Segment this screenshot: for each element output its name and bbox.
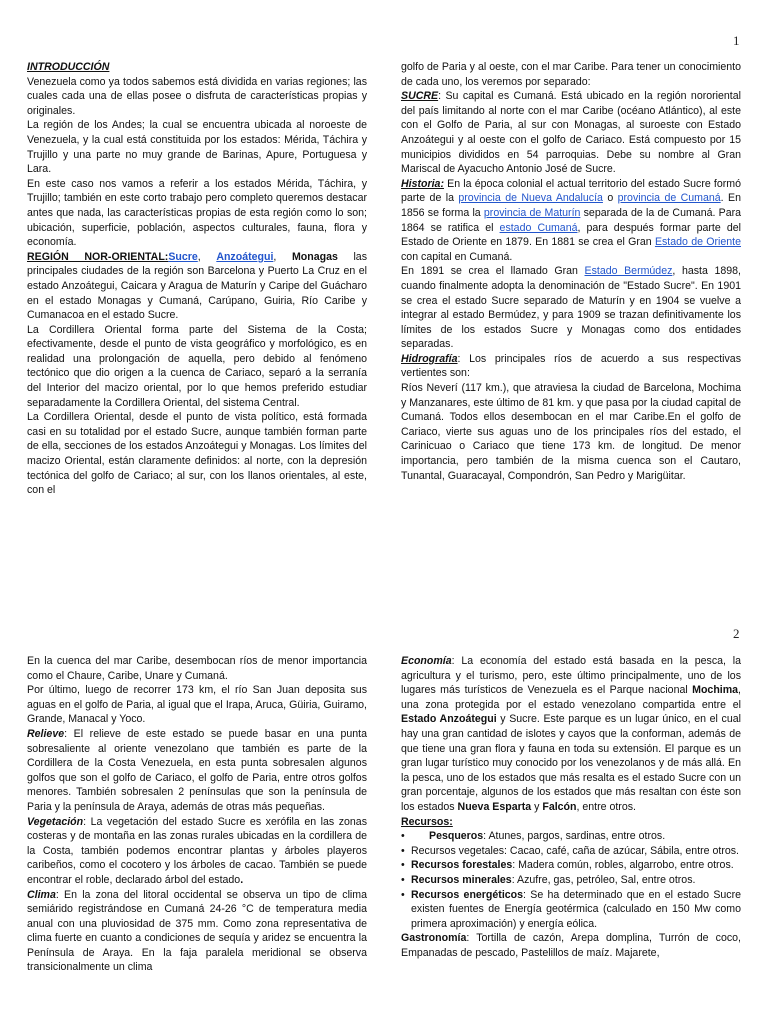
bullet-icon: •	[401, 873, 405, 886]
link-estado-cumana[interactable]: estado Cumaná	[499, 221, 578, 234]
region-paragraph: REGIÓN NOR-ORIENTAL:Sucre, Anzoátegui, Monagas las principales ciudades de la región son Barcelona y Puerto La Cruz en el estado Anzoátegui, Caicara y Aragua de Maturín y Caripe del Guácharo en el estado Monagas y Cumaná, Carúpano, Guiria, Río Caribe y Cumanacoa en el estado Sucre.	[27, 250, 367, 322]
link-provincia-maturin[interactable]: provincia de Maturín	[483, 206, 581, 219]
link-provincia-cumana[interactable]: provincia de Cumaná	[617, 192, 721, 205]
sucre-heading: SUCRE	[401, 90, 439, 103]
paragraph: Ríos Neverí (117 km.), que atraviesa la ciudad de Barcelona, Mochima y Manzanares, este último de 81 km. y que pasa por la ciudad capital de Cumaná. Todos ellos desembocan en el mar Caribe.En el golfo de Cariaco, vierte sus aguas uno de los principales ríos del estado, el Carinicuao o Cariaco que tiene 173 km. de longitud. De menor importancia, pero también de la misma cuenca son el Cautaro, Tunantal, Guaracayal, Compondrón, San Pedro y Marigüitar.	[401, 382, 741, 482]
paragraph: Por último, luego de recorrer 173 km, el río San Juan deposita sus aguas en el golfo de Paria, al igual que el Irapa, Aruca, Güiria, Guiramo, Grande, Manacal y Yoco.	[27, 684, 367, 726]
paragraph: En este caso nos vamos a referir a los estados Mérida, Táchira, y Trujillo; también en este corto trabajo pero completo queremos destacar antes que nada, las características propias de esta región como lo son; ubicación, superficie, población, aspectos culturales, fauna, flora y economía.	[27, 177, 367, 249]
paragraph: La Cordillera Oriental forma parte del Sistema de la Costa; efectivamente, desde el punto de vista geográfico y morfológico, es en realidad una prolongación de aquella, pero debido al fenómeno tectónico que dio origen a la cuenca de Cariaco, separó a la serranía del Interior del macizo oriental, por lo que hemos preferido estudiar separadamente la Cordillera Oriental, del sistema Central.	[27, 323, 367, 409]
historia-heading: Historia:	[401, 177, 444, 190]
paragraph: La región de los Andes; la cual se encuentra ubicada al noroeste de Venezuela, y la cual está constituida por los estados: Mérida, Táchira y Trujillo y una parte no muy grande de Barinas, Apure, Portuguesa y Lara.	[27, 119, 367, 176]
list-item: • Pesqueros: Atunes, pargos, sardinas, entre otros.	[401, 830, 666, 843]
relieve-paragraph: Relieve: El relieve de este estado se puede basar en una punta sobresaliente al oriente venezolano que también es parte de la Cordillera de la Costa Venezuela, en esta punta sobresalen algunos golfos que son el golfo de Cariaco, el golfo de Paria, entre otros golfos menores. También sobresalen 2 penínsulas que son la península de Paria y la península de Araya, además de otras más pequeñas.	[27, 727, 367, 813]
page1-right-column	[401, 60, 741, 483]
bullet-icon: •	[401, 859, 405, 872]
bullet-icon: •	[401, 830, 405, 843]
relieve-heading: Relieve	[27, 727, 65, 740]
gastronomia-heading: Gastronomía	[401, 932, 467, 945]
paragraph: golfo de Paria y al oeste, con el mar Caribe. Para tener un conocimiento de cada uno, los veremos por separado:	[401, 61, 741, 88]
bullet-icon: •	[401, 888, 405, 901]
state-monagas: Monagas	[291, 250, 338, 263]
page-number-1: 1	[733, 33, 740, 48]
recursos-heading: Recursos:	[401, 815, 453, 828]
paragraph: En la cuenca del mar Caribe, desembocan ríos de menor importancia como el Chaure, Caribe, Unare y Cumaná.	[27, 655, 367, 682]
page-number-2: 2	[733, 626, 740, 641]
vegetacion-heading: Vegetación	[27, 815, 84, 828]
link-anzoategui[interactable]: Anzoátegui	[216, 250, 274, 263]
sucre-paragraph: SUCRE: Su capital es Cumaná. Está ubicado en la región nororiental del país limitando al norte con el mar Caribe (océano Atlántico), al este con el Golfo de Paria, al sur con Monagas, al suroeste con Estado Anzoátegui y al oeste con el golfo de Cariaco. Está compuesto por 15 municipios divididos en 54 parroquias. Debe su nombre al Gran Mariscal de Ayacucho Antonio José de Sucre.	[401, 90, 741, 176]
page2-right-column	[401, 654, 741, 960]
historia-paragraph: Historia: En la época colonial el actual territorio del estado Sucre formó parte de la provincia de Nueva Andalucía o provincia de Cumaná. En 1856 se forma la provincia de Maturín separada de la de Cumaná. Para 1864 se ratifica el estado Cumaná, para después formar parte del Estado de Oriente en 1879. En 1881 se crea el Gran Estado de Oriente con capital en Cumaná.	[401, 177, 742, 263]
economia-paragraph: Economía: La economía del estado está basada en la pesca, la agricultura y el turismo, pero, este último principalmente, uno de los lugares más turísticos de Venezuela es el Parque nacional Mochima, una zona protegida por el estado venezolano compartida entre el Estado Anzoátegui y Sucre. Este parque es un lugar único, en el cual hay una gran cantidad de islotes y cayos que la conforman, además de que tiene una gran flora y fauna en toda su extensión. El parque es un gran lugar turístico muy conocido por los venezolanos y de más allá. En la pesca, uno de los estados que más resalta es el estado Sucre con un gran porcentaje, algunos de los estados que más resaltan con éste son los estados Nueva Esparta y Falcón, entre otros.	[401, 655, 741, 813]
paragraph: En 1891 se crea el llamado Gran Estado Bermúdez, hasta 1898, cuando finalmente adopta la denominación de "Estado Sucre". En 1901 se crea el estado Sucre separado de Maturín y en 1904 se vuelve a integrar al estado Bermúdez, y para 1909 se trazan definitivamente los límites de los estados Sucre y Monagas como dos entidades separadas.	[401, 265, 741, 351]
link-estado-oriente[interactable]: Estado de Oriente	[654, 236, 741, 249]
list-item: • Recursos forestales: Madera común, robles, algarrobo, entre otros.	[401, 859, 734, 872]
link-estado-bermudez[interactable]: Estado Bermúdez	[584, 265, 673, 278]
list-item: • Recursos minerales: Azufre, gas, petróleo, Sal, entre otros.	[401, 873, 696, 886]
intro-heading: INTRODUCCIÓN	[27, 61, 110, 73]
page1-left-column	[27, 60, 367, 498]
list-item: • Recursos vegetales: Cacao, café, caña de azúcar, Sábila, entre otros.	[401, 844, 740, 857]
gastronomia-paragraph: Gastronomía: Tortilla de cazón, Arepa domplina, Turrón de coco, Empanadas de pescado, Pastelillos de maíz. Majarete,	[401, 932, 741, 959]
region-label: REGIÓN NOR-ORIENTAL:	[27, 250, 169, 263]
hidrografia-paragraph: Hidrografía: Los principales ríos de acuerdo a sus respectivas vertientes son:	[401, 352, 741, 380]
clima-paragraph: Clima: En la zona del litoral occidental se observa un tipo de clima semiárido registrándose en Cumaná 24-26 °C de temperatura media anual con una pluviosidad de 375 mm. Como zona representativa de clima fuerte en cuanto a condiciones de sequía y aridez se encuentra la Península de Araya. En la faja paralela meridional se observa transicionalmente un clima	[27, 888, 367, 974]
economia-heading: Economía	[401, 655, 452, 667]
link-sucre[interactable]: Sucre	[168, 250, 198, 263]
paragraph: La Cordillera Oriental, desde el punto de vista político, está formada casi en su totalidad por el estado Sucre, aunque también forman parte de ella, secciones de los estados Anzoátegui y Monagas. Los límites del macizo Oriental, están claramente definidos: al norte, con la depresión tectónica del golfo de Cariaco; al sur, con los llanos orientales, al este, con el	[27, 411, 367, 497]
bullet-icon: •	[401, 844, 405, 857]
list-item: • Recursos energéticos: Se ha determinado que en el estado Sucre existen fuentes de Energía geotérmica (calculado en 150 Mw como primera aproximación) y energía eólica.	[401, 888, 741, 930]
paragraph: Venezuela como ya todos sabemos está dividida en varias regiones; las cuales cada una de ellas posee o disfruta de características propias y originales.	[27, 75, 367, 117]
link-provincia-nueva-andalucia[interactable]: provincia de Nueva Andalucía	[458, 192, 603, 205]
page2-left-column	[27, 654, 367, 975]
hidrografia-heading: Hidrografía	[401, 352, 458, 365]
clima-heading: Clima	[27, 888, 56, 901]
vegetacion-paragraph: Vegetación: La vegetación del estado Sucre es xerófila en las zonas costeras y de montaña en las zonas rurales ubicadas en la cordillera de la Costa, también podemos encontrar plantas y árboles playeros caribeños, como el cocotero y los árboles de cacao. También se puede encontrar el roble, declarado árbol del estado.	[27, 815, 367, 886]
